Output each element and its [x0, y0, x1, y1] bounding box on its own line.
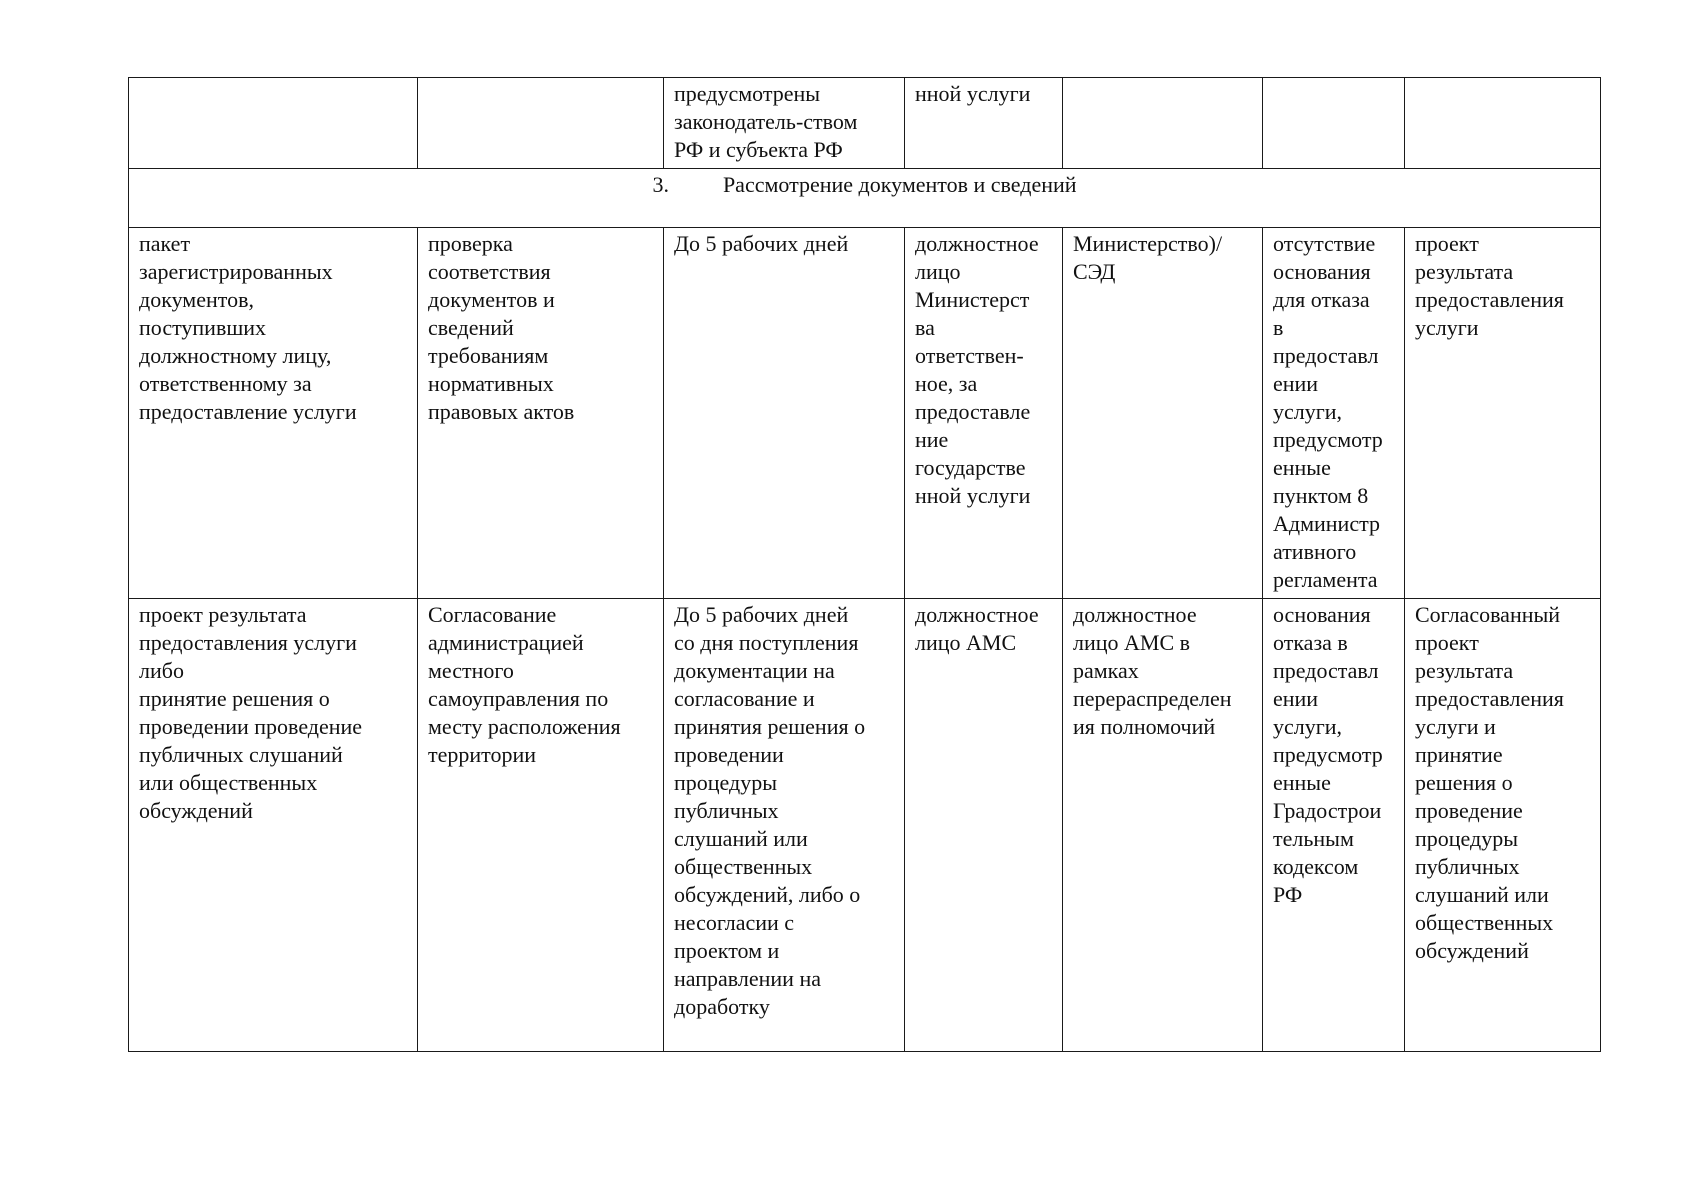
cell-responsible: должностное лицо Министерст ва ответствен- ное, за предоставле ние государстве нной услуги — [905, 228, 1063, 599]
cell-result: проект результата предоставления услуги — [1405, 228, 1601, 599]
cell-place: должностное лицо АМС в рамках перераспределен ия полномочий — [1063, 599, 1263, 1052]
cell-empty — [1405, 78, 1601, 169]
cell-empty — [129, 78, 418, 169]
section-number: 3. — [652, 172, 669, 197]
cell-basis: проект результата предоставления услуги либо принятие решения о проведении проведение публичных слушаний или общественных обсуждений — [129, 599, 418, 1052]
cell-basis: пакет зарегистрированных документов, поступивших должностному лицу, ответственному за предоставление услуги — [129, 228, 418, 599]
section-title: Рассмотрение документов и сведений — [722, 172, 1077, 197]
cell-legal-basis: предусмотрены законодатель-ством РФ и субъекта РФ — [664, 78, 905, 169]
regulation-table — [128, 77, 1601, 1052]
cell-action: проверка соответствия документов и сведений требованиям нормативных правовых актов — [418, 228, 664, 599]
cell-term: До 5 рабочих дней — [664, 228, 905, 599]
cell-criteria: основания отказа в предоставл ении услуги, предусмотр енные Градострои тельным кодексом РФ — [1263, 599, 1405, 1052]
cell-empty — [418, 78, 664, 169]
cell-empty — [1063, 78, 1263, 169]
section-header-row — [129, 169, 1601, 228]
cell-criteria: отсутствие основания для отказа в предоставл ении услуги, предусмотр енные пунктом 8 Администр ативного регламента — [1263, 228, 1405, 599]
cell-empty — [1263, 78, 1405, 169]
table-row — [129, 599, 1601, 1052]
cell-responsible: должностное лицо АМС — [905, 599, 1063, 1052]
cell-place: Министерство)/ СЭД — [1063, 228, 1263, 599]
cell-term: До 5 рабочих дней со дня поступления документации на согласование и принятия решения о проведении процедуры публичных слушаний или общественных обсуждений, либо о несогласии с проектом и направлении на доработку — [664, 599, 905, 1052]
cell-result: Согласованный проект результата предоставления услуги и принятие решения о проведение процедуры публичных слушаний или общественных обсуждений — [1405, 599, 1601, 1052]
table-row — [129, 228, 1601, 599]
cell-service-continuation: нной услуги — [905, 78, 1063, 169]
section-header-cell — [129, 169, 1601, 228]
cell-action: Согласование администрацией местного самоуправления по месту расположения территории — [418, 599, 664, 1052]
table-row-continuation — [129, 78, 1601, 169]
